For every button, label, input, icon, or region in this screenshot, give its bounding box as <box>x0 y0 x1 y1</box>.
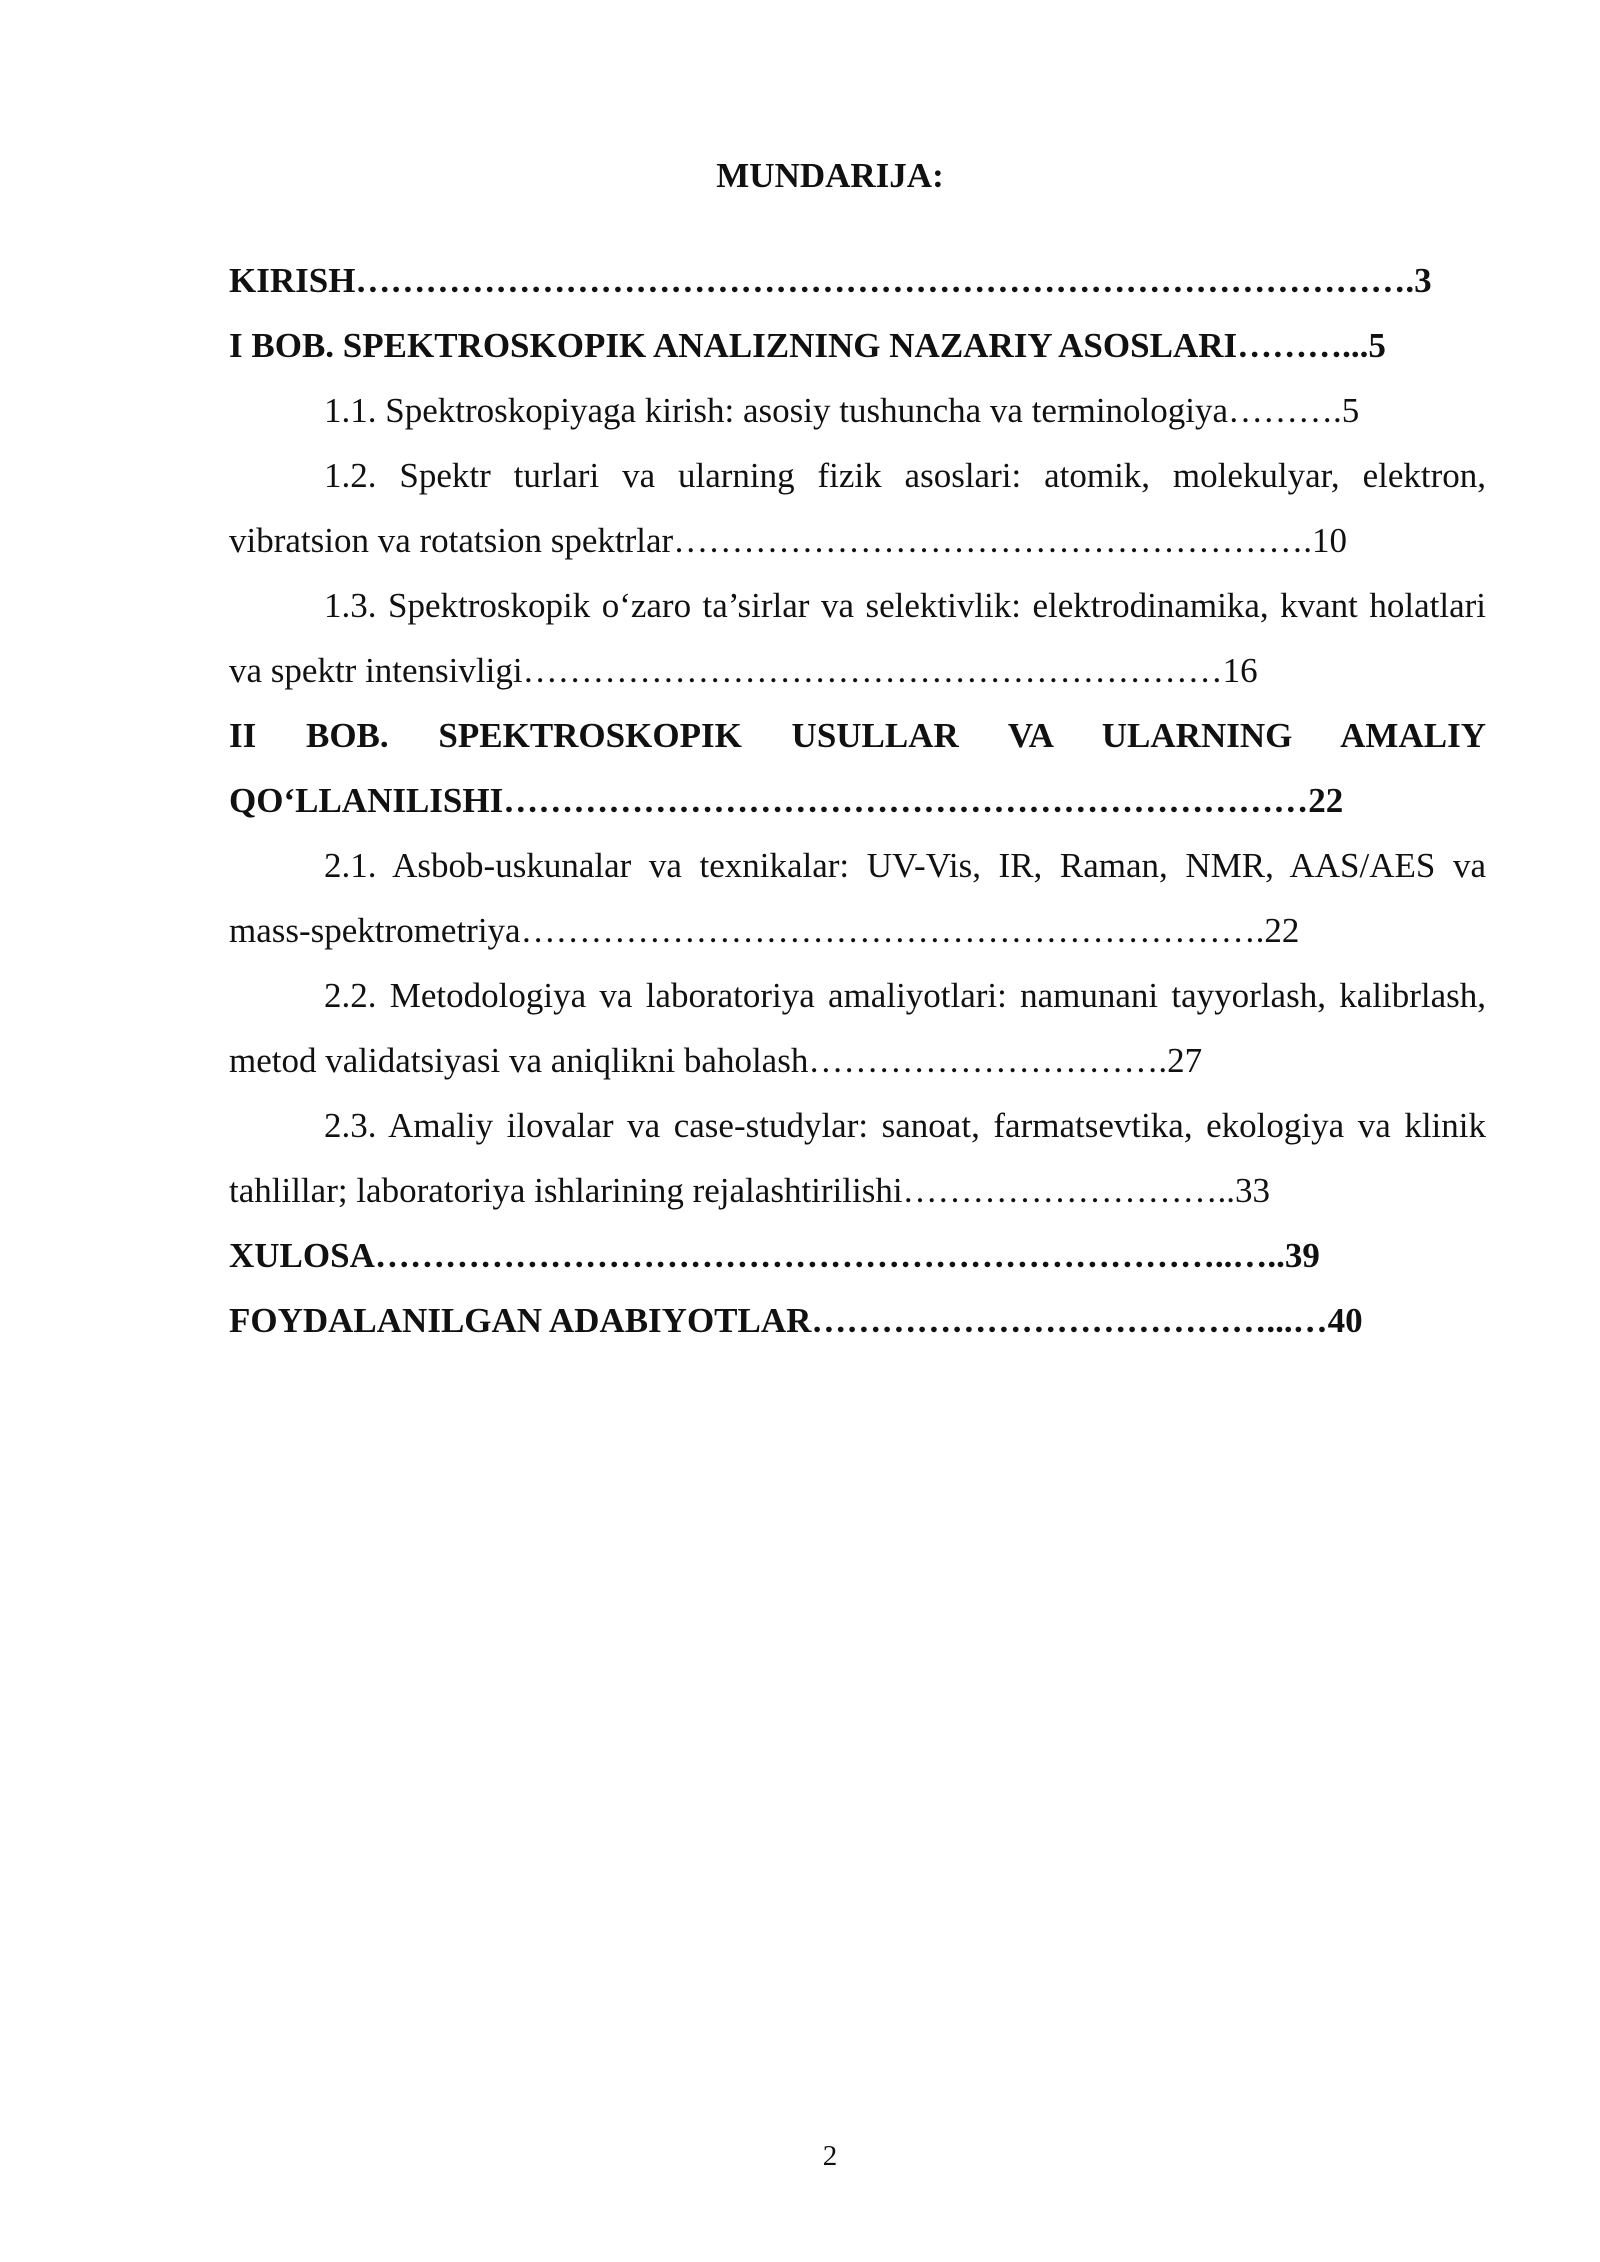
page-number: 2 <box>822 2140 838 2172</box>
toc-entry-kirish: KIRISH……………………………………………………………………………….3 <box>229 261 1432 300</box>
toc-entry-chapter-2: II BOB. SPEKTROSKOPIK USULLAR VA ULARNING AMALIY QO‘LLANILISHI……………………………………………………………22 <box>229 716 1486 820</box>
toc-entry-section-2-1: 2.1. Asbob-uskunalar va texnikalar: UV-Vis, IR, Raman, NMR, AAS/AES va mass-spektrometriya……………………………………………………….22 <box>229 846 1486 950</box>
toc-entry-section-1-1: 1.1. Spektroskopiyaga kirish: asosiy tushuncha va terminologiya……….5 <box>324 391 1360 430</box>
toc-entry-section-1-2: 1.2. Spektr turlari va ularning fizik asoslari: atomik, molekulyar, elektron, vibratsion va rotatsion spektrlar……………………………………………….10 <box>229 456 1486 560</box>
toc-entry-chapter-1: I BOB. SPEKTROSKOPIK ANALIZNING NAZARIY ASOSLARI………...5 <box>229 326 1386 365</box>
table-of-contents <box>229 248 1486 1353</box>
toc-entry-section-2-3: 2.3. Amaliy ilovalar va case-studylar: sanoat, farmatsevtika, ekologiya va klinik tahlillar; laboratoriya ishlarining rejalashtirilishi………………………..33 <box>229 1106 1486 1210</box>
toc-entry-xulosa: XULOSA………………………………………………………………..…..39 <box>229 1236 1320 1275</box>
toc-title: MUNDARIJA: <box>716 156 944 195</box>
toc-entry-references: FOYDALANILGAN ADABIYOTLAR…………………………………...…40 <box>229 1301 1363 1340</box>
toc-entry-section-1-3: 1.3. Spektroskopik o‘zaro ta’sirlar va selektivlik: elektrodinamika, kvant holatlari va spektr intensivligi……………………………………………………16 <box>229 586 1486 690</box>
toc-entry-section-2-2: 2.2. Metodologiya va laboratoriya amaliyotlari: namunani tayyorlash, kalibrlash, metod validatsiyasi va aniqlikni baholash………………………….27 <box>229 976 1486 1080</box>
